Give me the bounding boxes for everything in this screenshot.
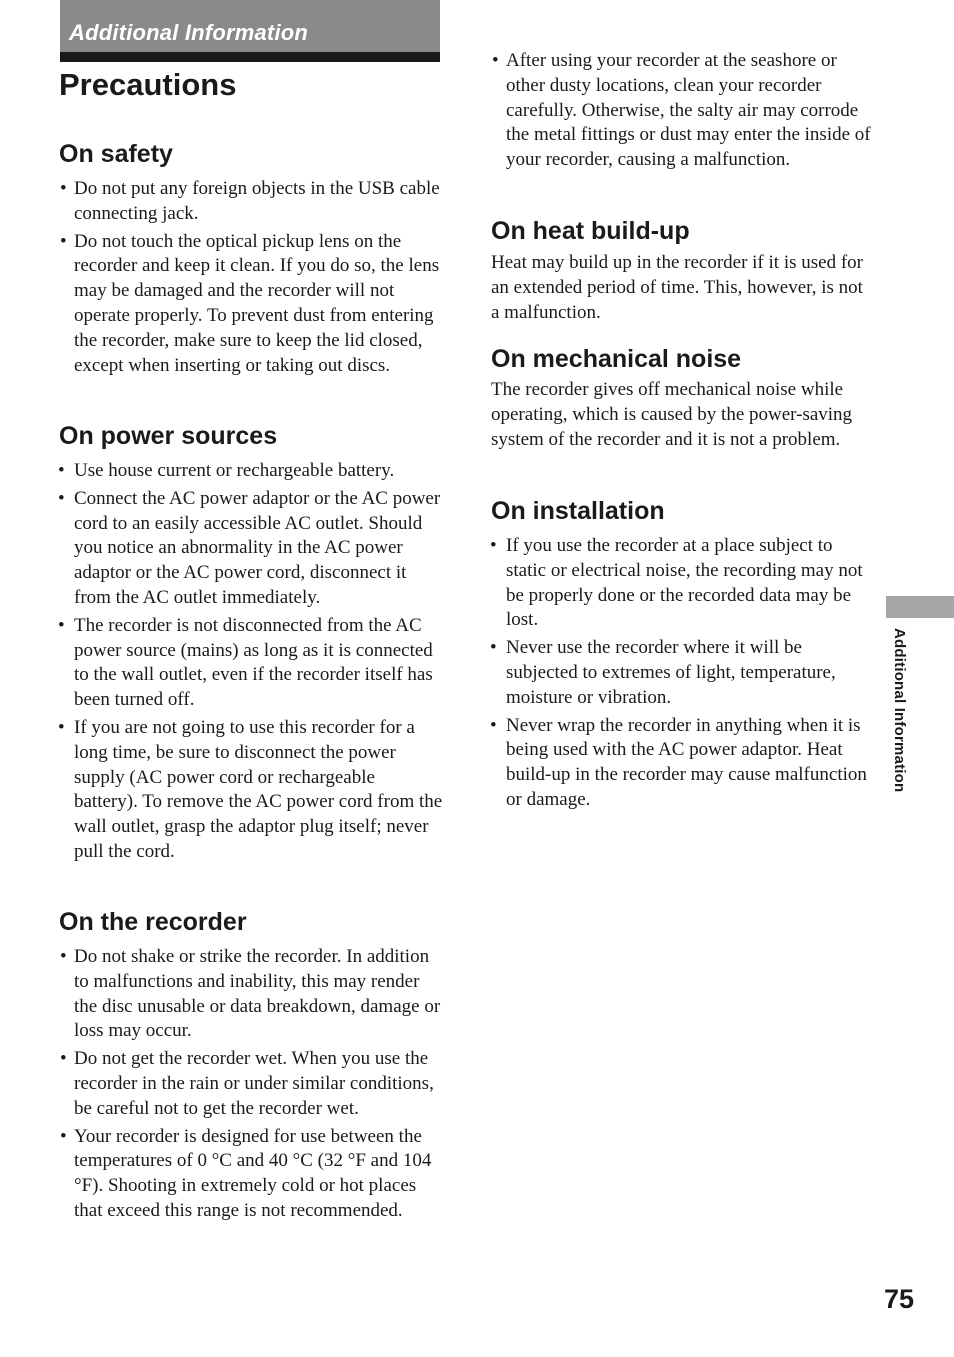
page-number: 75: [884, 1284, 915, 1314]
list-item: • The recorder is not disconnected from the AC power source (mains) as long as it is connected to the wall outlet, even if the recorder itself has been turned off.: [59, 614, 443, 713]
heading-on-the-recorder: On the recorder: [59, 908, 247, 936]
list-item: • Connect the AC power adaptor or the AC power cord to an easily accessible AC outlet. Should you notice an abnormality in the AC power adaptor or the AC power cord, disconnect it from the AC outlet immediately.: [59, 487, 443, 611]
power-list: [59, 459, 443, 868]
side-tab-label-wrap: [890, 628, 910, 808]
heading-on-safety: On safety: [59, 140, 173, 168]
list-item: • Do not get the recorder wet. When you use the recorder in the rain or under similar conditions, be careful not to get the recorder wet.: [59, 1047, 443, 1121]
list-item: • Use house current or rechargeable battery.: [59, 459, 443, 484]
recorder-list-continued: [491, 49, 876, 176]
list-item: • If you are not going to use this recorder for a long time, be sure to disconnect the power supply (AC power cord or rechargeable battery). To remove the AC power cord from the wall outlet, grasp the adaptor plug itself; never pull the cord.: [59, 716, 443, 865]
heading-on-installation: On installation: [491, 497, 665, 525]
installation-list: [491, 534, 876, 816]
heading-on-heat-build-up: On heat build-up: [491, 217, 690, 245]
list-item: • Do not touch the optical pickup lens on the recorder and keep it clean. If you do so, the lens may be damaged and the recorder will not operate properly. To prevent dust from entering the recorder, make sure to keep the lid closed, except when inserting or taking out discs.: [59, 230, 443, 379]
section-banner-label: Additional Information: [69, 20, 309, 45]
list-item: • Never use the recorder where it will be subjected to extremes of light, temperature, moisture or vibration.: [491, 636, 876, 710]
noise-paragraph: The recorder gives off mechanical noise while operating, which is caused by the power-saving system of the recorder and it is not a problem.: [491, 379, 853, 450]
list-item: • If you use the recorder at a place subject to static or electrical noise, the recording may not be properly done or the recorded data may be lost.: [491, 534, 876, 633]
recorder-list: [59, 945, 443, 1227]
side-tab-label: Additional Information: [891, 628, 908, 793]
list-item: • After using your recorder at the seashore or other dusty locations, clean your recorder carefully. Otherwise, the salty air may corrode the metal fittings or dust may enter the inside of your recorder, causing a malfunction.: [491, 49, 876, 173]
safety-list: [59, 177, 443, 381]
heading-on-power-sources: On power sources: [59, 422, 278, 450]
section-banner: [60, 0, 440, 62]
list-item: • Do not put any foreign objects in the USB cable connecting jack.: [59, 177, 443, 227]
page-title: Precautions: [59, 67, 237, 102]
list-item: • Do not shake or strike the recorder. In addition to malfunctions and inability, this may render the disc unusable or data breakdown, damage or loss may occur.: [59, 945, 443, 1044]
list-item: • Never wrap the recorder in anything when it is being used with the AC power adaptor. Heat build-up in the recorder may cause malfunction or damage.: [491, 714, 876, 813]
side-tab-marker: [886, 596, 954, 618]
list-item: • Your recorder is designed for use between the temperatures of 0 °C and 40 °C (32 °F and 104 °F). Shooting in extremely cold or hot places that exceed this range is not recommended.: [59, 1125, 443, 1224]
heat-paragraph: Heat may build up in the recorder if it is used for an extended period of time. This, however, is not a malfunction.: [491, 252, 863, 323]
heading-on-mechanical-noise: On mechanical noise: [491, 345, 742, 373]
